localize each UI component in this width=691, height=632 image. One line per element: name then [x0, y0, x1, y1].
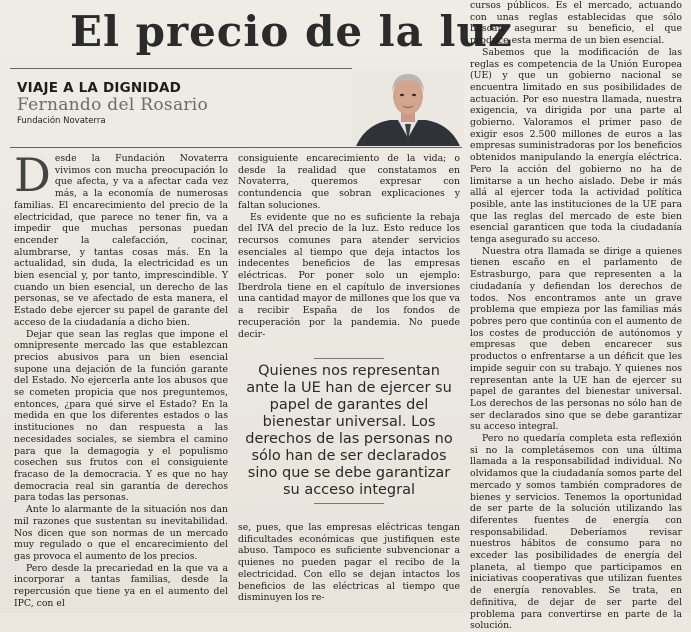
author-portrait-image: [352, 68, 464, 146]
dropcap: D: [14, 148, 51, 202]
paragraph: Ante lo alarmante de la situación nos dan mil razones que sustentan su inevitabilidad. Nos dicen que son normas de un mercado muy regulado o que el encarecimiento del gas provoca el aumento de los precios.: [14, 504, 228, 562]
paragraph: Nuestra otra llamada se dirige a quienes tienen escaño en el parlamento de Estrasburgo, para que representen a la ciudadanía y defiendan los derechos de todos. Nos encontramos ante un grave problema que empieza por las familias más pobres pero que continúa con el aumento de los costes de producción de autónomos y empresas que deben encarecer sus productos o enfrentarse a un déficit que les impide seguir con su trabajo. Y quienes nos representan ante la UE han de ejercer su papel de garantes del bienestar universal. Los derechos de las personas no sólo han de ser declarados sino que se debe garantizar su acceso integral.: [470, 245, 682, 433]
author-name: Fernando del Rosario: [17, 95, 209, 115]
article-column-2-bottom: [238, 522, 460, 608]
author-affiliation: Fundación Novaterra: [17, 116, 106, 126]
article-column-2-top: [238, 153, 460, 345]
headline: El precio de la luz: [70, 7, 513, 56]
paragraph: Pero no quedaría completa esta reflexión si no la completásemos con una última llamada a la responsabilidad individual. No olvidamos que la ciudadanía somos parte del mercado y somos también compradores de bienes y servicios. Tenemos la oportunidad de ser parte de la solución utilizando las diferentes fuentes de energía con responsabilidad. Deberíamos revisar nuestros hábitos de consumo para no exceder las posibilidades de energía del planeta, al tiempo que participamos en iniciativas cooperativas que utilizan fuentes de energía renovables. Se trata, en definitiva, de dejar de ser parte del problema para convertirse en parte de la solución.: [470, 433, 682, 632]
paragraph: cursos públicos. Es el mercado, actuando con unas reglas establecidas que sólo buscan asegurar su beneficio, el que produce esta merma de un bien esencial.: [470, 0, 682, 47]
article-column-3: [470, 0, 682, 632]
author-photo: [352, 68, 464, 146]
pull-quote-text: Quienes nos representan ante la UE han de ejercer su papel de garantes del bienestar universal. Los derechos de las personas no sólo han de ser declarados sino que se debe garantizar su acceso integral: [245, 363, 453, 498]
paragraph: Pero desde la precariedad en la que va a incorporar a tantas familias, desde la repercusión que tiene ya en el aumento del IPC, con el: [14, 562, 228, 609]
pull-quote-bottom-rule: [314, 503, 384, 504]
paragraph: esde la Fundación Novaterra vivimos con mucha preocupación lo que afecta, y va a afectar cada vez más, a la economía de numerosas familias. El encarecimiento del precio de la electricidad, que parece no tener fin, va a impedir que muchas personas puedan encender la calefacción, cocinar, alumbrarse, y tantas cosas más. En la actualidad, sin duda, la electricidad es un bien esencial y, por tanto, imprescindible. Y cuando un bien esencial, un derecho de las personas, se ve afectado de esta manera, el Estado debe ejercer su papel de garante del acceso de la ciudadanía a dicho bien.: [14, 153, 228, 328]
byline-rule: [10, 147, 462, 148]
article-column-1: [14, 148, 228, 609]
paragraph: Sabemos que la modificación de las reglas es competencia de la Unión Europea (UE) y que un gobierno nacional se encuentra limitado en sus posibilidades de actuación. Por eso nuestra llamada, nuestra exigencia, va dirigida por una parte al gobierno. Valoramos el primer paso de exigir esos 2.500 millones de euros a las empresas suministradoras por los beneficios obtenidos manipulando la energía eléctrica. Pero la acción del gobierno no ha de limitarse a un hecho aislado. Debe ir más allá al ejercer toda la actividad política posible, ante las instituciones de la UE para que las reglas del mercado de este bien esencial garanticen que toda la ciudadanía tenga asegurado su acceso.: [470, 46, 682, 246]
paragraph: se, pues, que las empresas eléctricas tengan dificultades económicas que justifiquen este abuso. Tampoco es suficiente subvencionar a quienes no pueden pagar el recibo de la electricidad. Con ello se dejan intactos los beneficios de las eléctricas al tiempo que disminuyen los re-: [238, 522, 460, 604]
section-label: VIAJE A LA DIGNIDAD: [17, 80, 182, 96]
paragraph: Dejar que sean las reglas que impone el omnipresente mercado las que establezcan precios abusivos para un bien esencial supone una dejación de la función garante del Estado. No ejercerla ante los abusos que se cometen propicia que nos preguntemos, entonces, ¿para qué sirve el Estado? En la medida en que los diferentes estados o las instituciones no dan respuesta a las necesidades sociales, se siembra el camino para que la demagogia y el populismo cosechen sus frutos con el consiguiente fracaso de la democracia. Y es que no hay democracia real sin garantía de derechos para todas las personas.: [14, 328, 228, 504]
paragraph: Es evidente que no es suficiente la rebaja del IVA del precio de la luz. Esto reduce los recursos comunes para atender servicios esenciales al tiempo que deja intactos los indecentes beneficios de las empresas eléctricas. Por poner solo un ejemplo: Iberdrola tiene en el capítulo de inversiones una cantidad mayor de millones que los que va a recibir España de los fondos de recuperación por la pandemia. No puede decir-: [238, 211, 460, 340]
paragraph: consiguiente encarecimiento de la vida; o desde la realidad que constatamos en Novaterra, queremos expresar con contundencia que sobran explicaciones y faltan soluciones.: [238, 153, 460, 211]
pull-quote: [238, 358, 460, 508]
